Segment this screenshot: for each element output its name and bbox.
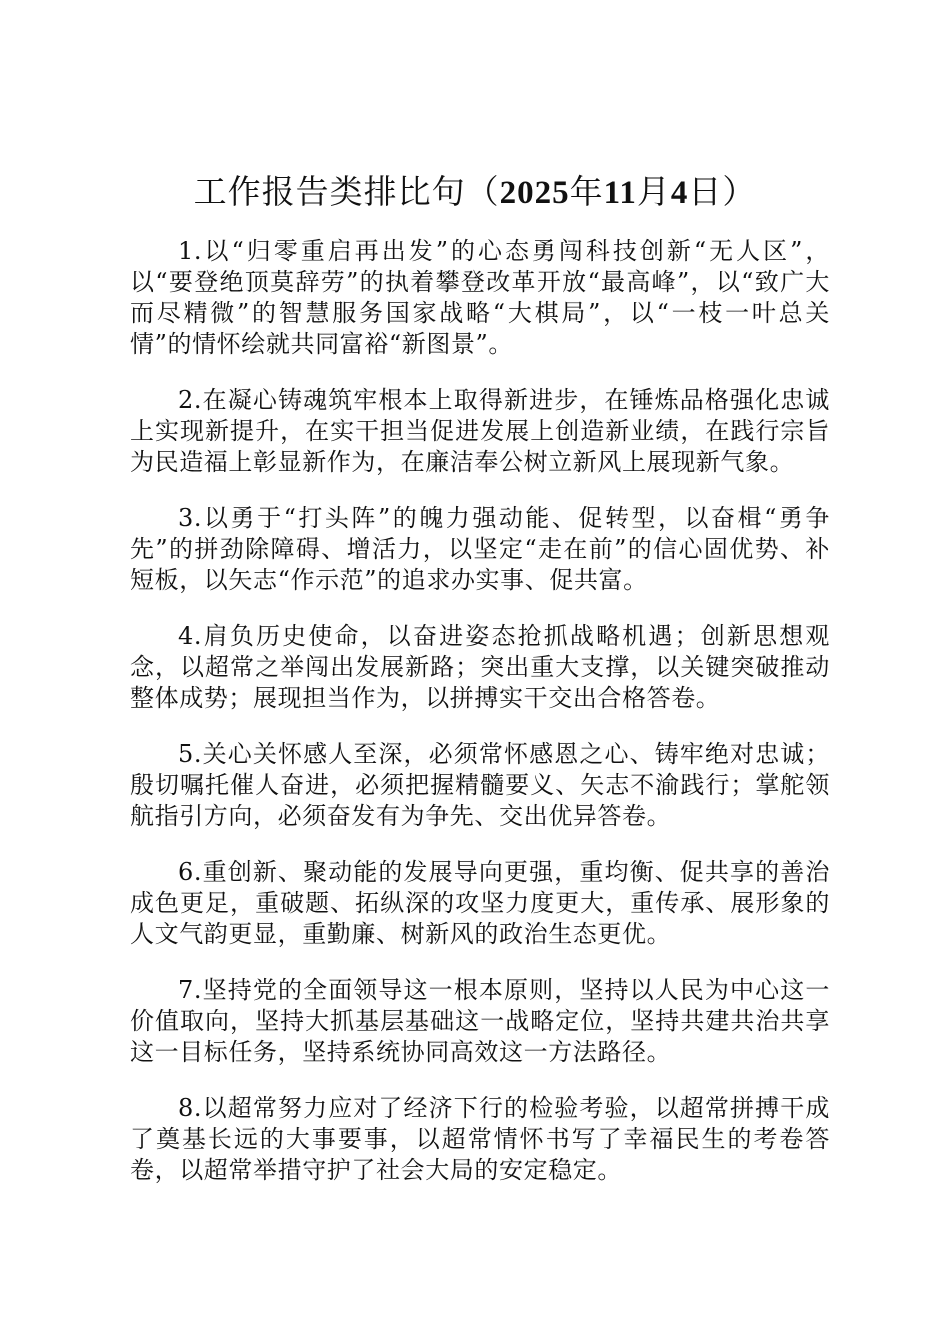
paragraph-1: 1.以“归零重启再出发”的心态勇闯科技创新“无人区”，以“要登绝顶莫辞劳”的执着攀登改革开放“最高峰”，以“致广大而尽精微”的智慧服务国家战略“大棋局”，以“一枝一叶总关情”的情怀绘就共同富裕“新图景”。: [130, 237, 830, 358]
paragraph-3: 3.以勇于“打头阵”的魄力强动能、促转型，以奋楫“勇争先”的拼劲除障碍、增活力，以坚定“走在前”的信心固优势、补短板，以矢志“作示范”的追求办实事、促共富。: [130, 504, 830, 594]
paragraph-6: 6.重创新、聚动能的发展导向更强，重均衡、促共享的善治成色更足，重破题、拓纵深的攻坚力度更大，重传承、展形象的人文气韵更显，重勤廉、树新风的政治生态更优。: [130, 858, 830, 948]
title-month: 11: [603, 175, 637, 211]
document-title: [0, 172, 950, 213]
title-month-char: 月: [636, 172, 671, 211]
title-year: 2025: [499, 175, 570, 211]
paragraph-7: 7.坚持党的全面领导这一根本原则，坚持以人民为中心这一价值取向，坚持大抓基层基础这一战略定位，坚持共建共治共享这一目标任务，坚持系统协同高效这一方法路径。: [130, 976, 830, 1066]
document-body: [130, 236, 830, 1211]
title-day-char: 日）: [688, 172, 757, 211]
paragraph-5: 5.关心关怀感人至深，必须常怀感恩之心、铸牢绝对忠诚；殷切嘱托催人奋进，必须把握精髓要义、矢志不渝践行；掌舵领航指引方向，必须奋发有为争先、交出优异答卷。: [130, 740, 830, 830]
paragraph-4: 4.肩负历史使命，以奋进姿态抢抓战略机遇；创新思想观念，以超常之举闯出发展新路；突出重大支撑，以关键突破推动整体成势；展现担当作为，以拼搏实干交出合格答卷。: [130, 622, 830, 712]
paragraph-2: 2.在凝心铸魂筑牢根本上取得新进步，在锤炼品格强化忠诚上实现新提升，在实干担当促进发展上创造新业绩，在践行宗旨为民造福上彰显新作为，在廉洁奉公树立新风上展现新气象。: [130, 386, 830, 476]
title-year-char: 年: [569, 172, 604, 211]
title-day: 4: [670, 175, 689, 211]
paragraph-8: 8.以超常努力应对了经济下行的检验考验，以超常拼搏干成了奠基长远的大事要事，以超常情怀书写了幸福民生的考卷答卷，以超常举措守护了社会大局的安定稳定。: [130, 1094, 830, 1184]
title-text: 工作报告类排比句（: [193, 172, 500, 211]
